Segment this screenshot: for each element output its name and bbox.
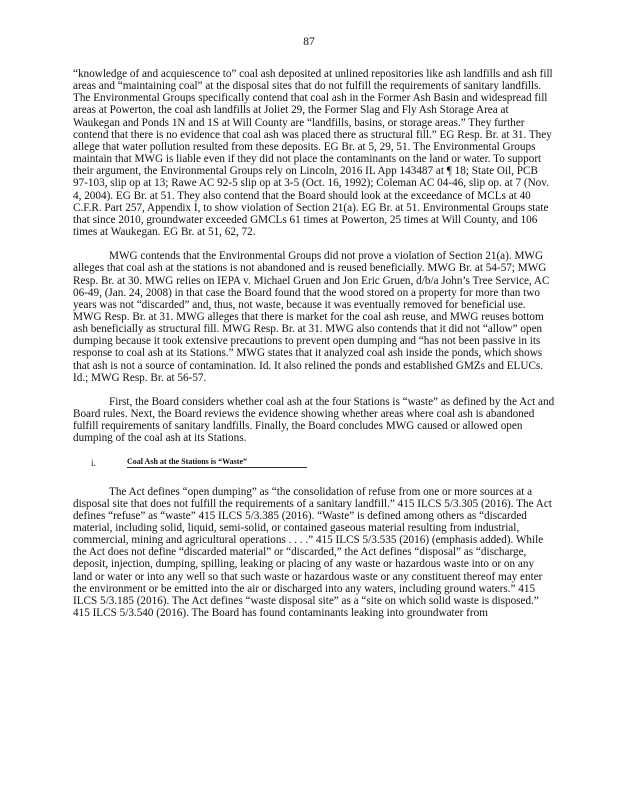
paragraph-2: MWG contends that the Environmental Groups did not prove a violation of Section 21(a). MWG alleges that coal ash at the stations is not abandoned and is reused beneficially. MWG Br. at 54-57; MWG Resp. Br. at 30. MWG relies on IEPA v. Michael Gruen and Jon Eric Gruen, d/b/a John’s Tree Service, AC 06-49, (Jan. 24, 2008) in that case the Board found that the wood stored on a property for more than two years was not “discarded” and, thus, not waste, because it was eventually removed for beneficial use. MWG Resp. Br. at 31. MWG alleges that there is market for the coal ash reuse, and MWG reuses bottom ash beneficially as structural fill. MWG Resp. Br. at 31. MWG also contends that it did not “allow” open dumping because it took extensive precautions to prevent open dumping and “has not been passive in its response to coal ash at its Stations.” MWG states that it analyzed coal ash inside the ponds, which shows that ash is not a source of contamination. Id. It also relined the ponds and established GMZs and ELUCs. Id.; MWG Resp. Br. at 56-57.: [73, 250, 550, 384]
section-heading-text: Coal Ash at the Stations is “Waste”: [127, 457, 307, 468]
section-heading-number: i.: [91, 457, 96, 468]
page-number: 87: [303, 36, 315, 48]
paragraph-3: First, the Board considers whether coal ash at the four Stations is “waste” as defined by the Act and Board rules. Next, the Board reviews the evidence showing whether areas where coal ash is abandoned fulfill requirements of sanitary landfills. Finally, the Board concludes MWG caused or allowed open dumping of the coal ash at its Stations.: [73, 395, 555, 445]
section-heading: [91, 457, 555, 468]
document-body: [73, 68, 555, 619]
paragraph-1: “knowledge of and acquiescence to” coal ash deposited at unlined repositories like ash landfills and ash fill areas and “maintaining coal” at the disposal sites that do not fulfill the requirements of sanitary landfills. The Environmental Groups specifically contend that coal ash in the Former Ash Basin and widespread fill areas at Powerton, the coal ash landfills at Joliet 29, the Former Slag and Fly Ash Storage Area at Waukegan and Ponds 1N and 1S at Will County are “landfills, basins, or storage areas.” They further contend that there is no evidence that coal ash was placed there as structural fill.” EG Resp. Br. at 31. They allege that water pollution resulted from these deposits. EG Br. at 5, 29, 51. The Environmental Groups maintain that MWG is liable even if they did not place the contaminants on the land or water. To support their argument, the Environmental Groups rely on Lincoln, 2016 IL App 143487 at ¶ 18; State Oil, PCB 97-103, slip op at 13; Rawe AC 92-5 slip op at 3-5 (Oct. 16, 1992); Coleman AC 04-46, slip op. at 7 (Nov. 4, 2004). EG Br. at 51. They also contend that the Board should look at the exceedance of MCLs at 40 C.F.R. Part 257, Appendix I, to show violation of Section 21(a). EG Br. at 51. Environmental Groups state that since 2010, groundwater exceeded GMCLs 61 times at Powerton, 25 times at Will County, and 106 times at Waukegan. EG Br. at 51, 62, 72.: [73, 68, 553, 239]
paragraph-4: The Act defines “open dumping” as “the consolidation of refuse from one or more sources at a disposal site that does not fulfill the requirements of a sanitary landfill.” 415 ILCS 5/3.305 (2016). The Act defines “refuse” as “waste” 415 ILCS 5/3.385 (2016). “Waste” is defined among others as “discarded material, including solid, liquid, semi-solid, or contained gaseous material resulting from industrial, commercial, mining and agricultural operations . . . .” 415 ILCS 5/3.535 (2016) (emphasis added). While the Act does not define “discarded material” or “discarded,” the Act defines “disposal” as “discharge, deposit, injection, dumping, spilling, leaking or placing of any waste or hazardous waste into or on any land or water or into any well so that such waste or hazardous waste or any constituent thereof may enter the environment or be emitted into the air or discharged into any waters, including ground waters.” 415 ILCS 5/3.185 (2016). The Act defines “waste disposal site” as a “site on which solid waste is disposed.” 415 ILCS 5/3.540 (2016). The Board has found contaminants leaking into groundwater from: [73, 485, 552, 620]
